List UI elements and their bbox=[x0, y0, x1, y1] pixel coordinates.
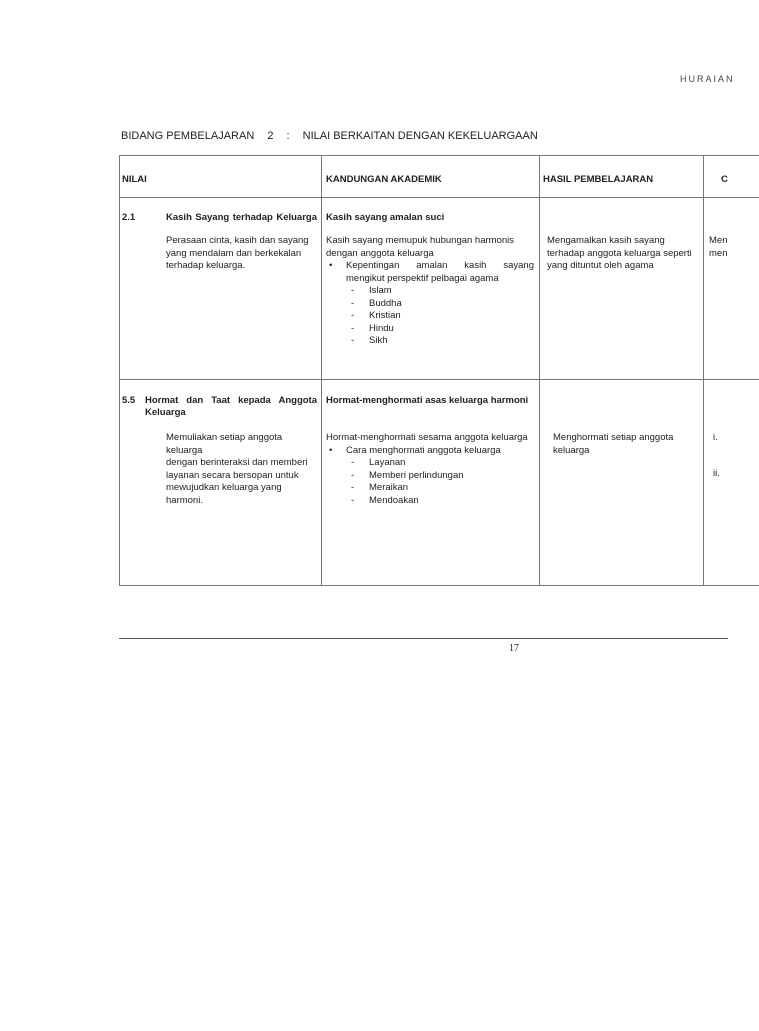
bidang-number: 2 bbox=[267, 130, 274, 142]
row2-hasil-line: Menghormati setiap anggota bbox=[553, 432, 674, 443]
row2-desc-line: mewujudkan keluarga yang harmoni. bbox=[166, 482, 282, 506]
row1-number: 2.1 bbox=[122, 212, 136, 223]
cara-label: Layanan bbox=[369, 457, 406, 468]
col-divider-2 bbox=[539, 155, 540, 586]
row1-kandungan-content bbox=[326, 235, 534, 348]
list-item bbox=[351, 298, 534, 311]
bullet-icon: • bbox=[329, 444, 333, 456]
row2-number: 5.5 bbox=[122, 395, 136, 406]
row2-title-line1: Hormat dan Taat kepada Anggota bbox=[145, 395, 317, 406]
row2-kandungan-title: Hormat-menghormati asas keluarga harmoni bbox=[326, 395, 529, 406]
list-item bbox=[351, 323, 534, 336]
cara-label: Mendoakan bbox=[369, 494, 419, 506]
header-hasil-pembelajaran: HASIL PEMBELAJARAN bbox=[543, 174, 654, 185]
huraian-table bbox=[119, 155, 759, 586]
cara-label: Memberi perlindungan bbox=[369, 469, 464, 481]
list-item bbox=[351, 495, 534, 508]
row2-cara-list bbox=[351, 457, 534, 507]
dash-icon: - bbox=[351, 335, 355, 346]
bidang-colon: : bbox=[286, 130, 290, 142]
bidang-title: NILAI BERKAITAN DENGAN KEKELUARGAAN bbox=[302, 130, 538, 142]
row1-col4 bbox=[709, 235, 727, 260]
row2-kandungan-line: Hormat-menghormati sesama anggota keluarga bbox=[326, 432, 528, 443]
row1-hasil bbox=[547, 235, 701, 273]
agama-label: Islam bbox=[369, 285, 392, 296]
bidang-pembelajaran-heading bbox=[121, 130, 538, 142]
row1-desc-line: terhadap keluarga. bbox=[166, 260, 246, 271]
row1-col4-line: Men bbox=[709, 235, 728, 246]
header-nilai: NILAI bbox=[122, 174, 147, 185]
row1-hasil-line: terhadap anggota keluarga seperti bbox=[547, 247, 692, 259]
agama-label: Hindu bbox=[369, 322, 394, 334]
cara-label: Meraikan bbox=[369, 482, 409, 493]
dash-icon: - bbox=[351, 469, 355, 481]
list-item bbox=[351, 457, 534, 470]
header-bottom-border bbox=[119, 197, 759, 198]
table-left-border bbox=[119, 155, 120, 586]
dash-icon: - bbox=[351, 322, 355, 334]
row2-title-line2: Keluarga bbox=[145, 407, 186, 418]
running-header: HURAIAN bbox=[680, 74, 735, 84]
dash-icon: - bbox=[351, 494, 355, 506]
list-item bbox=[351, 470, 534, 483]
bullet-icon: • bbox=[329, 260, 333, 271]
row1-col4-line: men bbox=[709, 247, 728, 259]
row2-kandungan-content bbox=[326, 432, 534, 507]
row1-description bbox=[166, 235, 318, 273]
col-divider-3 bbox=[703, 155, 704, 586]
list-item bbox=[351, 482, 534, 495]
row2-description bbox=[166, 432, 321, 507]
agama-label: Sikh bbox=[369, 335, 388, 346]
row2-desc-line: Memuliakan setiap anggota keluarga bbox=[166, 432, 283, 456]
row2-col4-item-1: i. bbox=[713, 432, 718, 443]
row1-kandungan-line: Kasih sayang memupuk hubungan harmonis bbox=[326, 235, 515, 246]
row1-kandungan-line: dengan anggota keluarga bbox=[326, 247, 434, 259]
row2-col4-item-2: ii. bbox=[713, 468, 720, 479]
row1-bottom-border bbox=[119, 379, 759, 380]
table-bottom-border bbox=[119, 585, 759, 586]
agama-label: Buddha bbox=[369, 297, 402, 309]
row2-desc-line: dengan berinteraksi dan memberi bbox=[166, 457, 308, 468]
list-item bbox=[351, 285, 534, 298]
dash-icon: - bbox=[351, 297, 355, 309]
page-number: 17 bbox=[509, 643, 519, 654]
row2-bullet-line: Cara menghormati anggota keluarga bbox=[346, 444, 501, 456]
row1-agama-list bbox=[351, 285, 534, 348]
row1-desc-line: Perasaan cinta, kasih dan sayang bbox=[166, 235, 309, 246]
row2-hasil-line: keluarga bbox=[553, 444, 590, 456]
row1-bullet-line: Kepentingan amalan kasih sayang bbox=[346, 260, 534, 271]
header-col4: C bbox=[721, 174, 728, 185]
list-item bbox=[351, 310, 534, 323]
row2-hasil bbox=[553, 432, 701, 457]
col-divider-1 bbox=[321, 155, 322, 586]
agama-label: Kristian bbox=[369, 310, 401, 321]
row1-title: Kasih Sayang terhadap Keluarga bbox=[166, 212, 317, 223]
row1-bullet-item bbox=[326, 260, 534, 285]
footer-rule bbox=[119, 638, 728, 639]
bidang-label: BIDANG PEMBELAJARAN bbox=[121, 130, 255, 142]
list-item bbox=[351, 335, 534, 348]
dash-icon: - bbox=[351, 457, 355, 468]
dash-icon: - bbox=[351, 310, 355, 321]
dash-icon: - bbox=[351, 285, 355, 296]
table-top-border bbox=[119, 155, 759, 156]
row1-bullet-line: mengikut perspektif pelbagai agama bbox=[346, 272, 499, 284]
dash-icon: - bbox=[351, 482, 355, 493]
row1-kandungan-title: Kasih sayang amalan suci bbox=[326, 212, 445, 223]
row2-bullet-item bbox=[326, 445, 534, 458]
header-kandungan-akademik: KANDUNGAN AKADEMIK bbox=[326, 174, 442, 185]
row1-hasil-line: Mengamalkan kasih sayang bbox=[547, 235, 665, 246]
row1-hasil-line: yang dituntut oleh agama bbox=[547, 260, 654, 271]
row1-desc-line: yang mendalam dan berkekalan bbox=[166, 247, 302, 259]
row2-desc-line: layanan secara bersopan untuk bbox=[166, 469, 299, 481]
